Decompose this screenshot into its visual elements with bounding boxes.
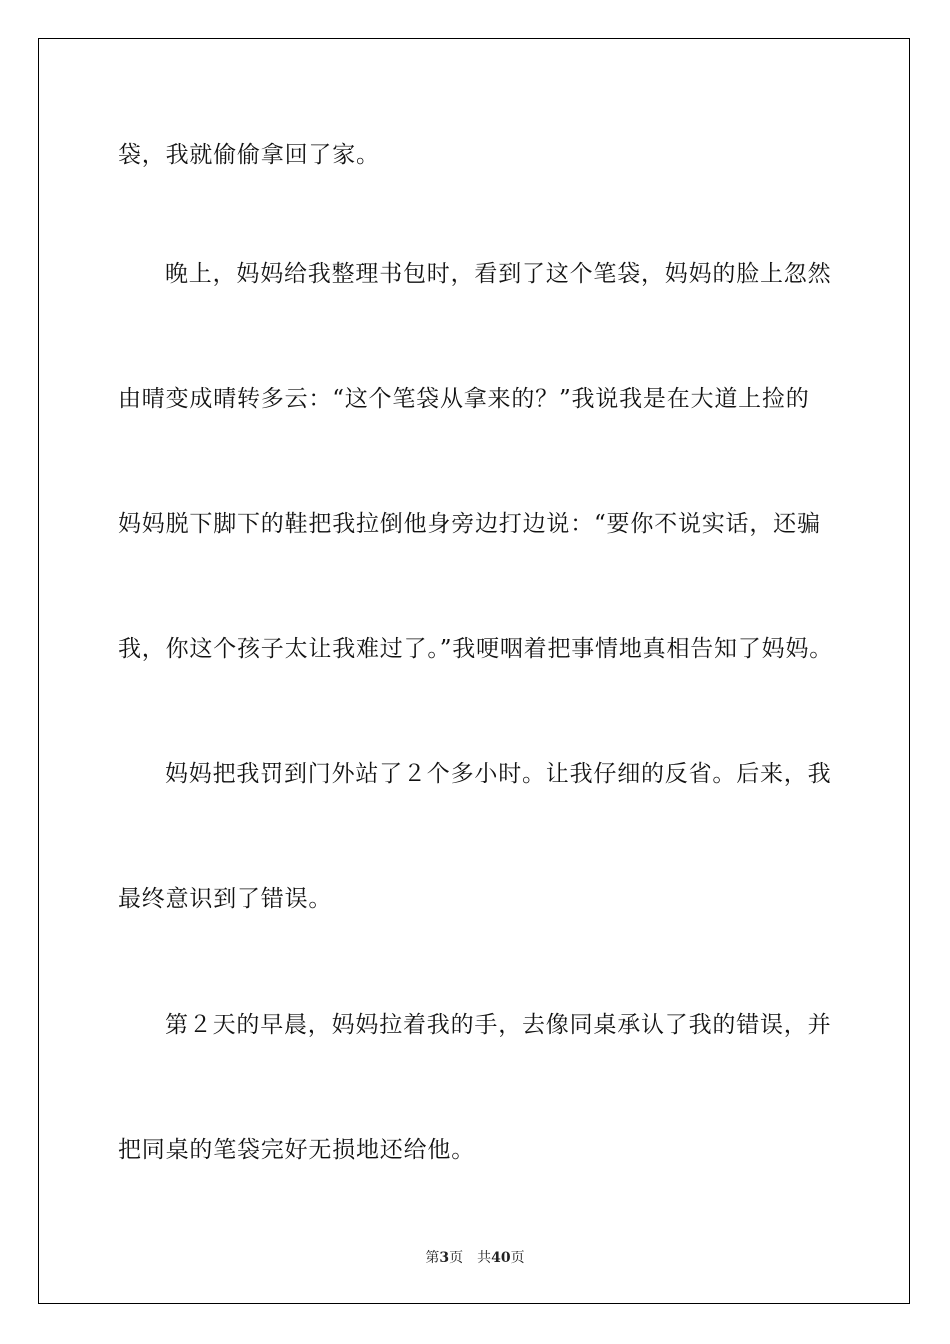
- text-line: 由晴变成晴转多云：“这个笔袋从拿来的？”我说我是在大道上捡的: [118, 386, 810, 412]
- text-line: 我，你这个孩子太让我难过了。”我哽咽着把事情地真相告知了妈妈。: [118, 636, 834, 662]
- text-line: 第２天的早晨，妈妈拉着我的手，去像同桌承认了我的错误，并: [165, 1012, 832, 1038]
- page-border: [38, 38, 910, 1304]
- text-line: 最终意识到了错误。: [118, 886, 333, 912]
- total-label-suffix: 页: [510, 1250, 525, 1266]
- text-line: 妈妈脱下脚下的鞋把我拉倒他身旁边打边说：“要你不说实话，还骗: [118, 511, 821, 537]
- text-line: 把同桌的笔袋完好无损地还给他。: [118, 1137, 475, 1163]
- page-label-prefix: 第: [425, 1250, 440, 1266]
- text-line: 妈妈把我罚到门外站了２个多小时。让我仔细的反省。后来，我: [165, 761, 832, 787]
- text-line: 晚上，妈妈给我整理书包时，看到了这个笔袋，妈妈的脸上忽然: [165, 261, 832, 287]
- total-page-number: 40: [491, 1250, 511, 1266]
- total-label-prefix: 共: [477, 1250, 492, 1266]
- current-page-number: 3: [439, 1250, 450, 1266]
- text-line: 袋，我就偷偷拿回了家。: [118, 142, 380, 168]
- page-footer: [0, 1248, 950, 1268]
- page-label-suffix: 页: [449, 1250, 464, 1266]
